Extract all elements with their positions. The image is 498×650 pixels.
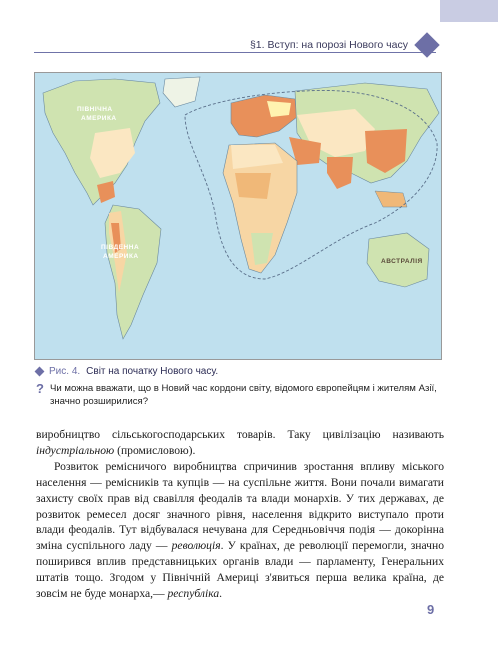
key-term: індустріальною xyxy=(36,443,115,457)
world-map-graphic xyxy=(35,73,442,360)
caption-diamond-icon xyxy=(35,367,45,377)
body-text xyxy=(36,427,444,602)
running-header xyxy=(34,36,442,58)
question-mark-icon: ? xyxy=(36,381,44,396)
paragraph: виробництво сільськогосподарських товарів. Таку цивілізацію називають індустріальною (промисловою). xyxy=(36,428,444,457)
key-term: революція xyxy=(171,539,221,553)
section-title: §1. Вступ: на порозі Нового часу xyxy=(244,39,408,51)
caption-label: Рис. 4. xyxy=(49,366,81,377)
corner-tab xyxy=(440,0,498,22)
label-north-america-2: АМЕРИКА xyxy=(81,115,117,122)
header-rule xyxy=(34,52,436,53)
key-term: республіка xyxy=(167,587,220,601)
world-map xyxy=(34,72,442,360)
label-australia: АВСТРАЛІЯ xyxy=(381,258,423,265)
header-diamond-icon xyxy=(414,32,439,57)
label-south-america-2: АМЕРИКА xyxy=(103,253,139,260)
question-text: Чи можна вважати, що в Новий час кордони світу, відомого європейцям і жителям Азії, значно розширилися? xyxy=(49,383,437,407)
figure-caption xyxy=(36,366,218,377)
review-question xyxy=(36,383,456,408)
caption-text: Світ на початку Нового часу. xyxy=(86,366,219,377)
europe-landmass xyxy=(231,95,297,137)
page-number: 9 xyxy=(427,602,435,617)
paragraph: Розвиток ремісничого виробництва спричинив зростання впливу міського населення — ремісників та купців — на суспільне життя. Вони почали вимагати захисту своїх прав від свавілля феодалів та влади монархів. У тих державах, де розвиток ремесел досяг значного рівня, населення відкрито виступало проти влади феодалів. Тут відбувалася нечувана для Середньовіччя подія — докорінна зміна суспільного ладу — революція. У країнах, де революції перемогли, значно поширився вплив представницьких органів влади — парламенту, Генеральних штатів тощо. Згодом у Північній Америці з'явиться перша велика країна, де зовсім не буде монарха,— республіка. xyxy=(36,459,444,601)
label-south-america-1: ПІВДЕННА xyxy=(101,244,140,251)
label-north-america-1: ПІВНІЧНА xyxy=(77,106,113,113)
